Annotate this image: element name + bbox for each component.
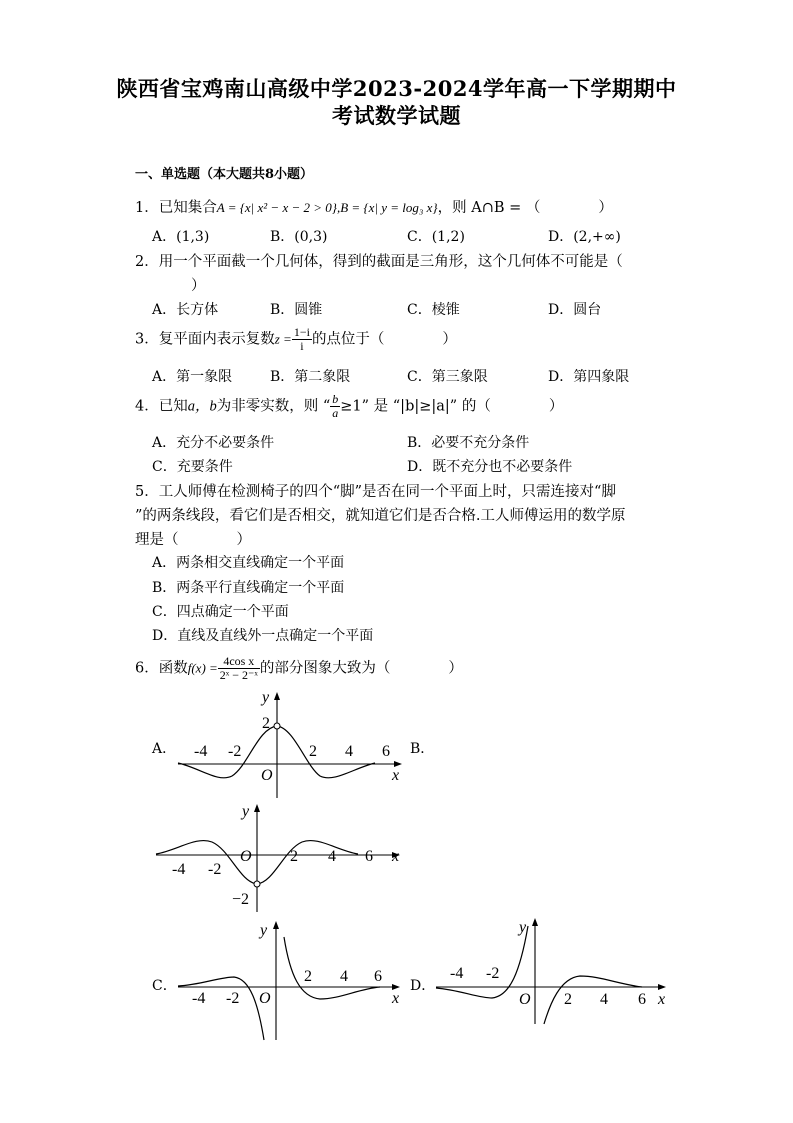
q4-option-d[interactable]: D．既不充分也不必要条件 <box>407 459 573 475</box>
q6-option-b-label[interactable]: B． <box>410 741 435 757</box>
q1-set-b: ,B = {x| y = log₃ x} <box>336 200 438 215</box>
q6-fraction <box>218 655 260 682</box>
q4-option-b[interactable]: B．必要不充分条件 <box>407 435 530 451</box>
graph-b-value-neg2: −2 <box>232 891 250 908</box>
graph-b <box>150 800 410 915</box>
q4-stem-pre: 4．已知 <box>135 398 188 415</box>
q6-f: f(x) = <box>187 660 218 676</box>
q2-option-a[interactable]: A．长方体 <box>152 302 219 318</box>
graph-b-tick-6: 6 <box>365 848 373 865</box>
q1-option-d[interactable]: D．(2,+∞) <box>548 229 621 245</box>
q3-z: z = <box>274 331 292 347</box>
q6-option-c-label[interactable]: C． <box>152 978 177 994</box>
q2-option-c[interactable]: C．棱锥 <box>407 302 460 318</box>
q1-set-a: A = {x| x² − x − 2 > 0} <box>216 200 337 215</box>
q3-frac-den: i <box>300 339 304 353</box>
q3-frac-num: 1−i <box>293 325 310 339</box>
section-heading: 一、单选题（本大题共8小题） <box>135 167 314 182</box>
graph-c-y-arrow <box>273 921 279 929</box>
q4-frac-den: a <box>332 406 339 420</box>
graph-d-y-label: y <box>519 919 527 936</box>
q4-vars: a，b <box>187 398 217 415</box>
graph-a-tick-2: 2 <box>309 743 317 760</box>
graph-b-tick-4: 4 <box>328 848 336 865</box>
q4-frac-num: b <box>332 392 339 406</box>
q3-fraction <box>292 326 312 353</box>
graph-c <box>170 915 410 1045</box>
graph-d-tick-2: 2 <box>564 991 572 1008</box>
graph-a-open-point <box>274 723 280 729</box>
q5-option-b[interactable]: B．两条平行直线确定一个平面 <box>152 580 345 596</box>
q1-option-a[interactable]: A．(1,3) <box>152 229 210 245</box>
graph-c-tick-4: 4 <box>340 968 348 985</box>
question-3-stem <box>135 326 457 353</box>
graph-b-y-arrow <box>254 804 260 812</box>
graph-b-tick-2: 2 <box>290 848 298 865</box>
q3-option-b[interactable]: B．第二象限 <box>270 369 351 385</box>
q2-option-b[interactable]: B．圆锥 <box>270 302 323 318</box>
graph-b-open-point <box>254 881 260 887</box>
graph-c-y-label: y <box>260 922 268 939</box>
graph-c-tick-2: 2 <box>304 968 312 985</box>
graph-a-x-label: x <box>392 767 400 784</box>
graph-c-tick-6: 6 <box>374 968 382 985</box>
page-title-line2: 考试数学试题 <box>332 103 461 128</box>
question-5-line2: ”的两条线段，看它们是否相交，就知道它们是否合格.工人师傅运用的数学原 <box>135 508 626 524</box>
graph-d <box>430 912 675 1027</box>
q1-option-c[interactable]: C．(1,2) <box>407 229 465 245</box>
q4-stem-mid: 为非零实数，则 “ <box>216 398 331 415</box>
graph-c-tick--4: -4 <box>192 990 206 1007</box>
graph-d-x-label: x <box>658 991 666 1008</box>
graph-a-tick--4: -4 <box>194 743 208 760</box>
graph-d-tick-4: 4 <box>600 991 608 1008</box>
graph-d-origin: O <box>519 991 531 1008</box>
q6-frac-num: 4cos x <box>218 655 260 669</box>
q6-stem-pre: 6．函数 <box>135 660 188 677</box>
q4-option-a[interactable]: A．充分不必要条件 <box>152 435 275 451</box>
q3-stem-pre: 3．复平面内表示复数 <box>135 331 275 348</box>
graph-b-tick--4: -4 <box>172 861 186 878</box>
graph-d-y-arrow <box>532 918 538 926</box>
graph-d-tick--4: -4 <box>450 965 464 982</box>
q3-option-d[interactable]: D．第四象限 <box>548 369 630 385</box>
graph-c-x-label: x <box>392 990 400 1007</box>
graph-a-y-label: y <box>262 689 270 706</box>
question-4-stem <box>135 393 563 420</box>
graph-a-tick--2: -2 <box>228 743 242 760</box>
q2-option-d[interactable]: D．圆台 <box>548 302 602 318</box>
q4-cond-tail: ≥1” 是 “|b|≥|a|” 的（ ） <box>340 398 564 415</box>
q1-stem-pre: 1．已知集合 <box>135 200 217 216</box>
graph-a-y-arrow <box>274 692 280 700</box>
graph-a-tick-4: 4 <box>345 743 353 760</box>
graph-c-origin: O <box>259 990 271 1007</box>
question-5-line3: 理是（ ） <box>135 532 251 548</box>
q5-option-c[interactable]: C．四点确定一个平面 <box>152 604 289 620</box>
q6-option-a-label[interactable]: A． <box>152 741 177 757</box>
graph-a-value-2: 2 <box>262 715 270 732</box>
q3-option-a[interactable]: A．第一象限 <box>152 369 233 385</box>
q1-stem-post: ，则 A∩B = （ ） <box>437 200 613 216</box>
question-1-stem <box>135 196 613 217</box>
q4-fraction <box>330 393 340 420</box>
q5-option-a[interactable]: A．两条相交直线确定一个平面 <box>152 555 345 571</box>
graph-b-tick--2: -2 <box>208 861 222 878</box>
q6-stem-post: 的部分图象大致为（ ） <box>259 660 463 677</box>
q4-option-c[interactable]: C．充要条件 <box>152 459 233 475</box>
graph-b-x-label: x <box>392 848 400 865</box>
graph-a-origin: O <box>261 767 273 784</box>
graph-d-x-arrow <box>658 984 666 990</box>
graph-c-tick--2: -2 <box>226 990 240 1007</box>
q5-option-d[interactable]: D．直线及直线外一点确定一个平面 <box>152 628 374 644</box>
page-title-line1: 陕西省宝鸡南山高级中学2023-2024学年高一下学期期中 <box>116 76 677 101</box>
question-5-line1: 5．工人师傅在检测椅子的四个“脚”是否在同一个平面上时，只需连接对“脚 <box>135 484 616 500</box>
graph-c-curve-right <box>284 937 380 999</box>
graph-d-tick-6: 6 <box>638 991 646 1008</box>
q3-stem-post: 的点位于（ ） <box>311 331 457 348</box>
graph-d-tick--2: -2 <box>486 965 500 982</box>
q3-option-c[interactable]: C．第三象限 <box>407 369 488 385</box>
q6-option-d-label[interactable]: D． <box>410 978 436 994</box>
q1-option-b[interactable]: B．(0,3) <box>270 229 328 245</box>
graph-a-tick-6: 6 <box>382 743 390 760</box>
question-6-stem <box>135 655 463 682</box>
question-2-stem-cont: ） <box>191 278 206 294</box>
graph-b-origin: O <box>240 848 252 865</box>
graph-d-curve-right <box>544 976 642 1024</box>
q6-frac-den: 2ˣ − 2⁻ˣ <box>219 668 258 682</box>
question-2-stem: 2．用一个平面截一个几何体，得到的截面是三角形，这个几何体不可能是（ <box>135 254 623 270</box>
graph-a <box>170 686 410 800</box>
graph-b-y-label: y <box>242 803 250 820</box>
